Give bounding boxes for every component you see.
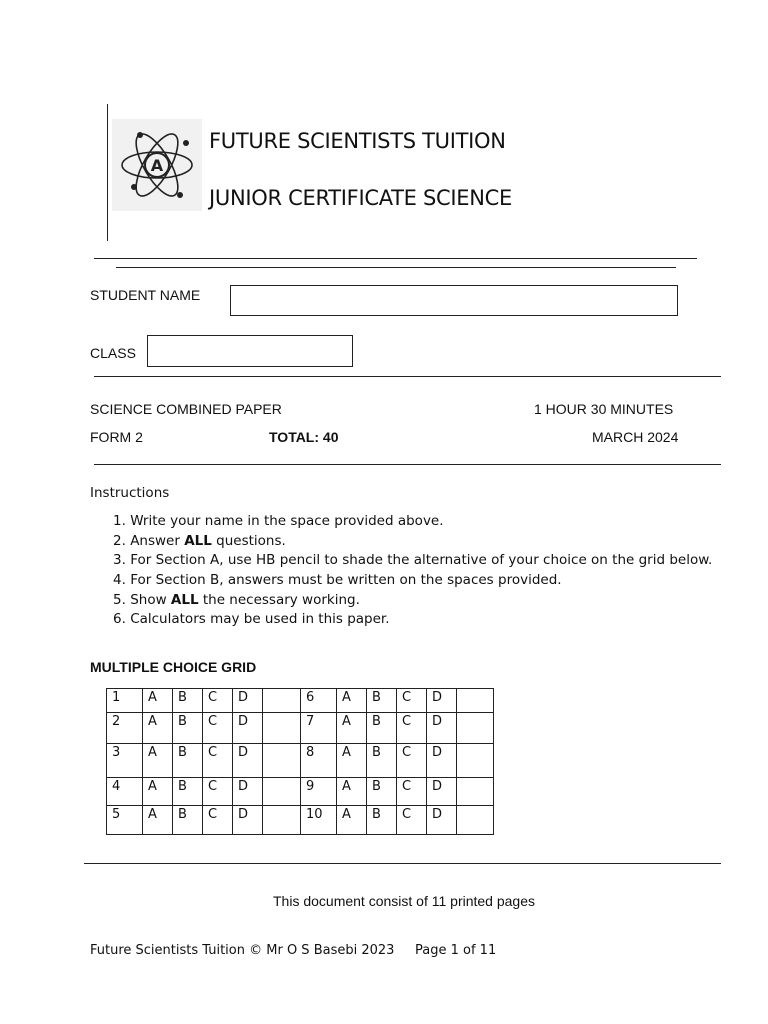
answer-option-d[interactable]: D (233, 806, 263, 835)
answer-option-b[interactable]: B (367, 778, 397, 806)
question-number: 5 (107, 806, 143, 835)
answer-option-d[interactable]: D (233, 689, 263, 713)
answer-option-a[interactable]: A (143, 744, 173, 778)
instruction-item: 2. Answer ALL questions. (113, 532, 286, 549)
spacer-cell (457, 689, 494, 713)
spacer-cell (457, 806, 494, 835)
answer-option-b[interactable]: B (367, 689, 397, 713)
student-name-field[interactable] (230, 285, 678, 316)
spacer-cell (263, 744, 301, 778)
grid-heading: MULTIPLE CHOICE GRID (90, 659, 257, 675)
question-number: 9 (301, 778, 337, 806)
divider (84, 863, 721, 864)
instructions-list (113, 512, 712, 630)
divider (116, 267, 676, 268)
class-field[interactable] (147, 335, 353, 367)
answer-option-d[interactable]: D (427, 744, 457, 778)
course-name: JUNIOR CERTIFICATE SCIENCE (209, 186, 513, 210)
answer-option-c[interactable]: C (397, 744, 427, 778)
answer-option-c[interactable]: C (397, 778, 427, 806)
answer-option-d[interactable]: D (427, 806, 457, 835)
atom-icon (112, 119, 202, 211)
grid-row (107, 689, 494, 713)
question-number: 1 (107, 689, 143, 713)
multiple-choice-grid (106, 688, 494, 835)
answer-option-d[interactable]: D (233, 713, 263, 744)
answer-option-b[interactable]: B (173, 713, 203, 744)
class-label: CLASS (90, 345, 136, 361)
answer-option-b[interactable]: B (367, 744, 397, 778)
question-number: 8 (301, 744, 337, 778)
answer-option-c[interactable]: C (397, 806, 427, 835)
answer-option-a[interactable]: A (143, 806, 173, 835)
total-marks: TOTAL: 40 (269, 429, 339, 445)
answer-option-c[interactable]: C (203, 778, 233, 806)
question-number: 2 (107, 713, 143, 744)
page-number: Page 1 of 11 (415, 943, 497, 958)
question-number: 4 (107, 778, 143, 806)
question-number: 6 (301, 689, 337, 713)
answer-option-a[interactable]: A (143, 689, 173, 713)
answer-option-d[interactable]: D (427, 689, 457, 713)
divider (94, 464, 721, 465)
school-name: FUTURE SCIENTISTS TUITION (209, 129, 506, 153)
grid-row (107, 806, 494, 835)
answer-option-a[interactable]: A (143, 713, 173, 744)
answer-option-b[interactable]: B (367, 713, 397, 744)
grid-row (107, 744, 494, 778)
question-number: 10 (301, 806, 337, 835)
answer-option-c[interactable]: C (203, 713, 233, 744)
answer-option-c[interactable]: C (203, 806, 233, 835)
answer-option-c[interactable]: C (203, 689, 233, 713)
divider (94, 258, 697, 259)
divider (94, 376, 721, 377)
paper-duration: 1 HOUR 30 MINUTES (534, 401, 674, 417)
spacer-cell (457, 713, 494, 744)
answer-option-a[interactable]: A (337, 689, 367, 713)
student-name-label: STUDENT NAME (90, 287, 201, 303)
question-number: 3 (107, 744, 143, 778)
instruction-item: 3. For Section A, use HB pencil to shade the alternative of your choice on the grid below. (113, 552, 713, 569)
answer-option-b[interactable]: B (173, 778, 203, 806)
grid-row (107, 713, 494, 744)
spacer-cell (457, 778, 494, 806)
instruction-item: 5. Show ALL the necessary working. (113, 591, 360, 608)
spacer-cell (263, 713, 301, 744)
paper-name: SCIENCE COMBINED PAPER (90, 401, 282, 417)
answer-option-b[interactable]: B (367, 806, 397, 835)
answer-option-a[interactable]: A (337, 778, 367, 806)
spacer-cell (263, 689, 301, 713)
answer-option-d[interactable]: D (233, 778, 263, 806)
spacer-cell (263, 806, 301, 835)
answer-option-c[interactable]: C (203, 744, 233, 778)
instruction-item: 6. Calculators may be used in this paper. (113, 611, 390, 628)
answer-option-d[interactable]: D (233, 744, 263, 778)
answer-option-b[interactable]: B (173, 744, 203, 778)
answer-option-a[interactable]: A (337, 744, 367, 778)
answer-option-d[interactable]: D (427, 778, 457, 806)
answer-option-c[interactable]: C (397, 689, 427, 713)
answer-option-a[interactable]: A (143, 778, 173, 806)
answer-option-b[interactable]: B (173, 806, 203, 835)
form-level: FORM 2 (90, 429, 143, 445)
instruction-item: 4. For Section B, answers must be written on the spaces provided. (113, 572, 562, 589)
instruction-item: 1. Write your name in the space provided above. (113, 513, 444, 529)
answer-option-a[interactable]: A (337, 713, 367, 744)
atom-logo (112, 119, 202, 211)
question-number: 7 (301, 713, 337, 744)
header-vertical-rule (107, 104, 108, 241)
logo-letter: A (150, 156, 164, 175)
answer-option-a[interactable]: A (337, 806, 367, 835)
pages-note: This document consist of 11 printed pages (273, 893, 536, 909)
answer-option-c[interactable]: C (397, 713, 427, 744)
answer-option-b[interactable]: B (173, 689, 203, 713)
copyright-text: Future Scientists Tuition © Mr O S Basebi 2023 (90, 943, 395, 958)
exam-date: MARCH 2024 (592, 429, 679, 445)
spacer-cell (263, 778, 301, 806)
spacer-cell (457, 744, 494, 778)
grid-row (107, 778, 494, 806)
answer-option-d[interactable]: D (427, 713, 457, 744)
instructions-heading: Instructions (90, 485, 170, 501)
